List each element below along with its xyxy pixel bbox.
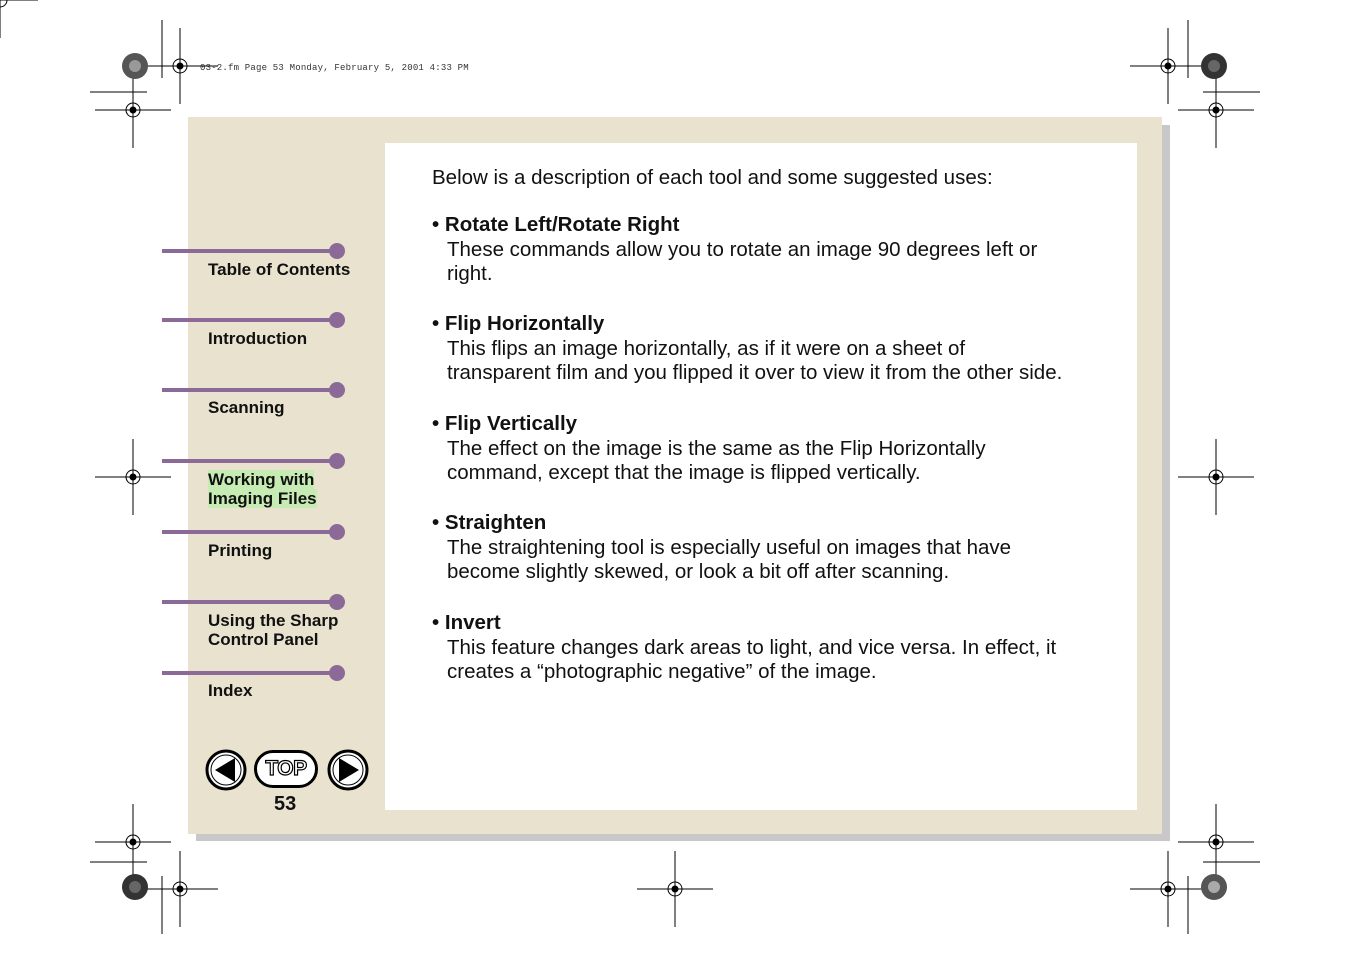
nav-divider [162, 459, 338, 463]
nav-bullet-icon [329, 524, 345, 540]
top-button[interactable] [254, 750, 318, 788]
tool-item-flip-vertically [432, 411, 1122, 485]
tool-item-straighten [432, 510, 1122, 584]
nav-bullet-icon [329, 453, 345, 469]
nav-divider [162, 388, 338, 392]
nav-item-table-of-contents[interactable]: Table of Contents [208, 260, 351, 279]
prev-page-button[interactable] [205, 749, 247, 791]
tool-description: The straightening tool is especially useful on images that have become slightly skewed, or look a bit off after scanning. [447, 536, 1012, 583]
tool-title: • Invert [432, 611, 501, 634]
nav-item-introduction[interactable]: Introduction [208, 329, 308, 348]
nav-bullet-icon [329, 243, 345, 259]
top-button-label: TOP [265, 757, 307, 780]
tool-item-flip-horizontally [432, 311, 1122, 385]
page-number: 53 [274, 793, 297, 815]
nav-bullet-icon [329, 382, 345, 398]
nav-divider [162, 671, 338, 675]
nav-item-using-the-sharp-control-panel[interactable]: Using the Sharp Control Panel [208, 611, 339, 649]
nav-divider [162, 249, 338, 253]
tool-description: This feature changes dark areas to light, and vice versa. In effect, it creates a “photographic negative” of the image. [447, 636, 1057, 683]
nav-bullet-icon [329, 594, 345, 610]
nav-bullet-icon [329, 312, 345, 328]
nav-divider [162, 318, 338, 322]
nav-bullet-icon [329, 665, 345, 681]
print-header: 03-2.fm Page 53 Monday, February 5, 2001 4:33 PM [200, 63, 469, 73]
nav-divider [162, 530, 338, 534]
nav-divider [162, 600, 338, 604]
nav-item-printing[interactable]: Printing [208, 541, 273, 560]
tool-description: These commands allow you to rotate an image 90 degrees left or right. [447, 238, 1038, 285]
next-page-button[interactable] [327, 749, 369, 791]
tool-item-invert [432, 610, 1122, 684]
nav-item-index[interactable]: Index [208, 681, 253, 700]
tool-title: • Rotate Left/Rotate Right [432, 213, 680, 236]
tool-item-rotate [432, 212, 1122, 286]
nav-item-current-label: Working with Imaging Files [208, 470, 317, 508]
nav-item-scanning[interactable]: Scanning [208, 398, 285, 417]
nav-item-working-with-imaging-files[interactable] [208, 470, 317, 508]
tool-title: • Straighten [432, 511, 547, 534]
tool-description: This flips an image horizontally, as if it were on a sheet of transparent film and you flipped it over to view it from the other side. [447, 337, 1063, 384]
tool-title: • Flip Vertically [432, 412, 578, 435]
intro-text: Below is a description of each tool and some suggested uses: [432, 166, 993, 189]
tool-title: • Flip Horizontally [432, 312, 605, 335]
tool-description: The effect on the image is the same as the Flip Horizontally command, except that the image is flipped vertically. [447, 437, 986, 484]
